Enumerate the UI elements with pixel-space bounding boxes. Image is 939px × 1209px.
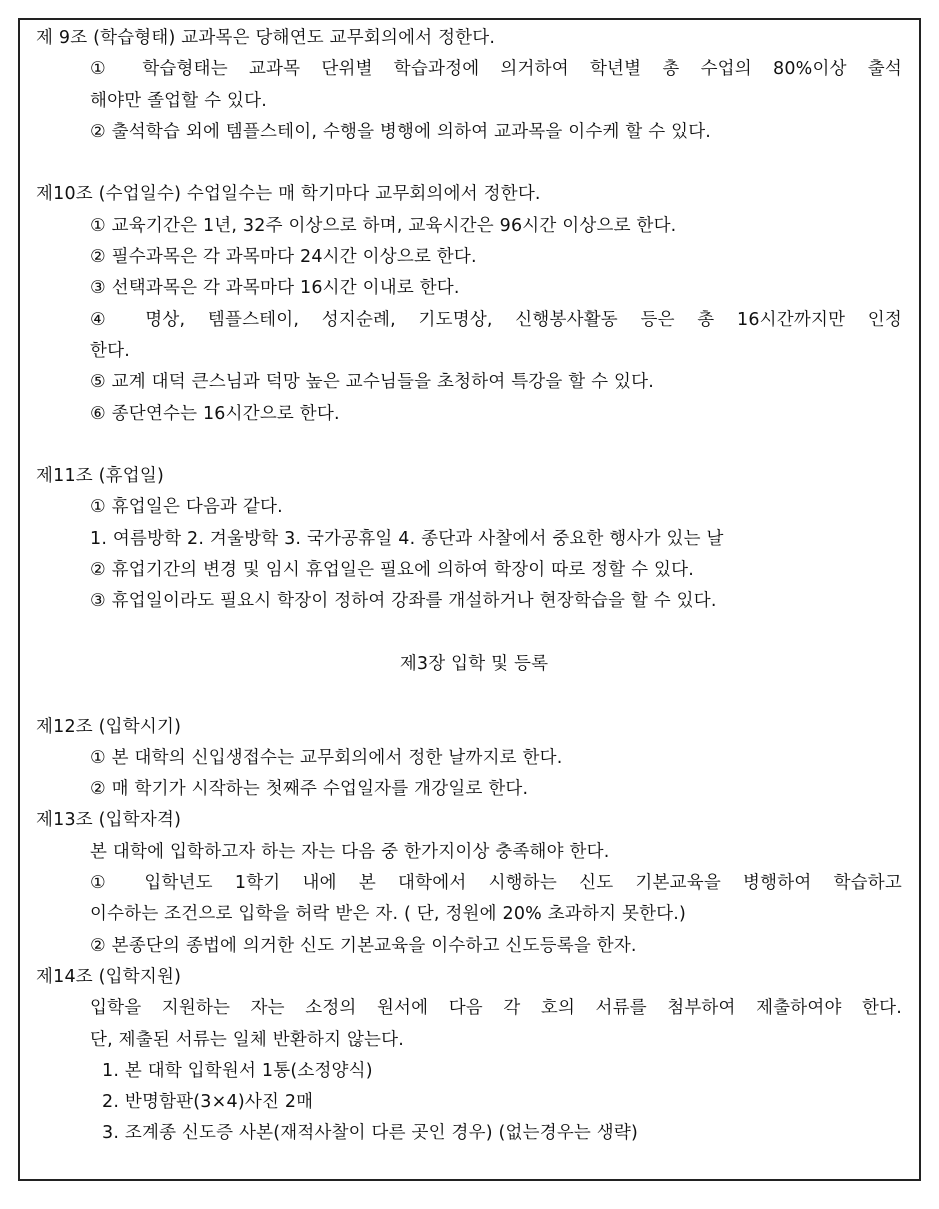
clause-line [36,54,912,85]
line-text: ① 휴업일은 다음과 같다. [90,497,283,518]
blank-line [36,148,912,179]
line-text: ① 본 대학의 신입생접수는 교무회의에서 정한 날까지로 한다. [90,747,563,768]
clause-line [36,367,912,398]
clause-line [36,211,912,242]
line-text: ⑤ 교계 대덕 큰스님과 덕망 높은 교수님들을 초청하여 특강을 할 수 있다. [90,372,654,393]
blank-line [36,680,912,711]
blank-line [36,618,912,649]
line-text: ① 학습형태는 교과목 단위별 학습과정에 의거하여 학년별 총 수업의 80%이상 출석 [90,59,902,80]
clause-line [36,492,912,523]
article-heading [36,179,912,210]
line-text: ② 필수과목은 각 과목마다 24시간 이상으로 한다. [90,247,477,268]
clause-line [36,1025,912,1056]
article-heading [36,805,912,836]
clause-line [36,555,912,586]
chapter-heading [36,649,912,680]
blank-line [36,430,912,461]
line-text: 3. 조계종 신도증 사본(재적사찰이 다른 곳인 경우) (없는경우는 생략) [102,1123,639,1144]
line-text: 이수하는 조건으로 입학을 허락 받은 자. ( 단, 정원에 20% 초과하지 못한다.) [90,904,687,925]
article-heading [36,962,912,993]
line-text: ⑥ 종단연수는 16시간으로 한다. [90,403,340,424]
clause-line [36,524,912,555]
line-text: ③ 선택과목은 각 과목마다 16시간 이내로 한다. [90,278,460,299]
line-text: 제3장 입학 및 등록 [399,653,549,674]
article-heading [36,23,912,54]
line-text: 제10조 (수업일수) 수업일수는 매 학기마다 교무회의에서 정한다. [36,184,541,205]
line-text: ① 입학년도 1학기 내에 본 대학에서 시행하는 신도 기본교육을 병행하여 학습하고 [90,873,902,894]
line-text: 1. 여름방학 2. 겨울방학 3. 국가공휴일 4. 종단과 사찰에서 중요한 행사가 있는 날 [90,528,724,549]
line-text: 2. 반명함판(3×4)사진 2매 [102,1092,314,1113]
line-text: ④ 명상, 템플스테이, 성지순례, 기도명상, 신행봉사활동 등은 총 16시간까지만 인정 [90,309,902,330]
clause-line [36,586,912,617]
list-item [36,1118,912,1149]
line-text: 해야만 졸업할 수 있다. [90,90,267,111]
clause-line [36,931,912,962]
clause-line [36,899,912,930]
line-text: 제14조 (입학지원) [36,966,182,987]
clause-line [36,86,912,117]
line-text: ② 본종단의 종법에 의거한 신도 기본교육을 이수하고 신도등록을 한자. [90,935,637,956]
line-text: ② 매 학기가 시작하는 첫째주 수업일자를 개강일로 한다. [90,779,529,800]
line-text: 제11조 (휴업일) [36,466,165,487]
line-text: 입학을 지원하는 자는 소정의 원서에 다음 각 호의 서류를 첨부하여 제출하여야 한다. [90,998,902,1019]
clause-line [36,993,912,1024]
clause-line [36,336,912,367]
line-text: 본 대학에 입학하고자 하는 자는 다음 중 한가지이상 충족해야 한다. [90,841,610,862]
clause-line [36,242,912,273]
line-text: 단, 제출된 서류는 일체 반환하지 않는다. [90,1029,405,1050]
line-text: 제 9조 (학습형태) 교과목은 당해연도 교무회의에서 정한다. [36,28,496,48]
list-item [36,1087,912,1118]
clause-line [36,273,912,304]
line-text: ② 출석학습 외에 템플스테이, 수행을 병행에 의하여 교과목을 이수케 할 수 있다. [90,121,712,142]
clause-line [36,743,912,774]
document-body [36,23,912,1150]
clause-line [36,868,912,899]
clause-line [36,117,912,148]
line-text: 1. 본 대학 입학원서 1통(소정양식) [102,1060,373,1081]
clause-line [36,774,912,805]
article-heading [36,712,912,743]
line-text: 한다. [90,340,130,361]
clause-line [36,399,912,430]
line-text: ① 교육기간은 1년, 32주 이상으로 하며, 교육시간은 96시간 이상으로 한다. [90,215,677,236]
line-text: 제12조 (입학시기) [36,716,182,737]
line-text: 제13조 (입학자격) [36,810,182,831]
line-text: ② 휴업기간의 변경 및 임시 휴업일은 필요에 의하여 학장이 따로 정할 수 있다. [90,560,694,581]
article-heading [36,461,912,492]
clause-line [36,305,912,336]
list-item [36,1056,912,1087]
line-text: ③ 휴업일이라도 필요시 학장이 정하여 강좌를 개설하거나 현장학습을 할 수 있다. [90,591,717,612]
clause-line [36,837,912,868]
document-frame [18,18,921,1181]
